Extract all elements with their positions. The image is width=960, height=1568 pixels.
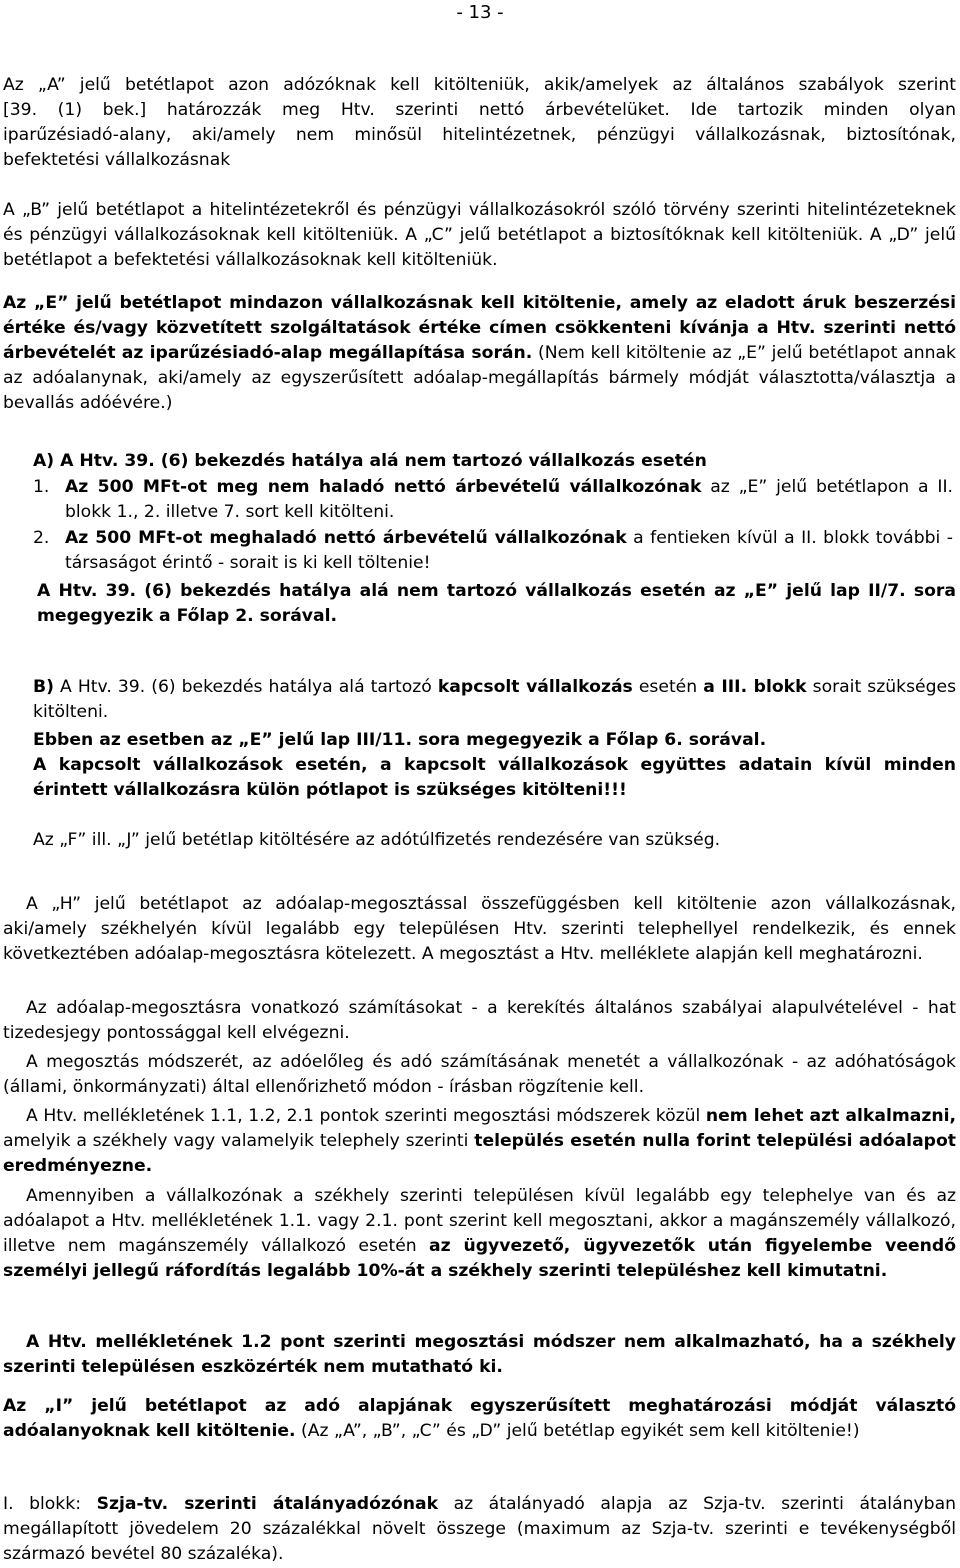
paragraph-e-note: (Nem kell kitöltenie az „E” jelű betétlapot annak az adóalanynak, aki/amely az egyszerűsített adóalap-megállapítás bármely módját választotta/választja a bevallás adóévére.) (3, 343, 956, 413)
section-b-text: B) A Htv. 39. (6) bekezdés hatálya alá tartozó kapcsolt vállalkozás esetén a III. blokk sorait szükséges kitölteni. (33, 677, 957, 722)
section-a-heading: A) A Htv. 39. (6) bekezdés hatálya alá nem tartozó vállalkozás esetén (33, 451, 707, 471)
paragraph-a-line4: befektetési vállalkozásnak (3, 150, 231, 170)
paragraph-calc: Az adóalap-megosztásra vonatkozó számításokat - a kerekítés általános szabályai alapulvételével - hat tizedesjegy pontossággal kell elvégezni. (3, 998, 956, 1043)
paragraph-i-bold: Az „I” jelű betétlapot az adó alapjának egyszerűsített meghatározási módját választó adóalanyoknak kell kitöltenie. (3, 1396, 956, 1441)
item-2-number: 2. (33, 528, 50, 548)
section-a-note: A Htv. 39. (6) bekezdés hatálya alá nem tartozó vállalkozás esetén az „E” jelű lap II/7. sora megegyezik a Főlap 2. sorával. (37, 581, 956, 626)
paragraph-annex: A Htv. mellékletének 1.1, 1.2, 2.1 pontok szerinti megosztási módszerek közül nem lehet azt alkalmazni, amelyik a székhely vagy valamelyik telephely szerinti település esetén nulla forint települési adóalapot eredményezne. (3, 1106, 957, 1176)
paragraph-f-j: Az „F” ill. „J” jelű betétlap kitöltésére az adótúlfizetés rendezésére van szükség. (33, 830, 721, 850)
paragraph-a-line1: Az „A” jelű betétlapot azon adózóknak kell kitölteniük, akik/amelyek az általános szabályok szerint (3, 75, 956, 95)
paragraph-i-note: (Az „A”, „B”, „C” és „D” jelű betétlap egyikét sem kell kitöltenie!) (301, 1421, 860, 1441)
item-1-number: 1. (33, 477, 50, 497)
paragraph-annex-12: A Htv. mellékletének 1.2 pont szerinti megosztási módszer nem alkalmazható, ha a székhely szerinti településen eszközérték nem mutatható ki. (3, 1332, 956, 1377)
item-1-text: az „E” jelű betétlapon a II. blokk 1., 2. illetve 7. sort kell kitölteni. (65, 477, 954, 522)
paragraph-block-1: I. blokk: Szja-tv. szerinti átalányadózónak az átalányadó alapja az Szja-tv. szerinti átalányban megállapított jövedelem 20 százalékkal növelt összege (maximum az Szja-tv. szerinti e tevékenységből származó bevétel 80 százaléka). (3, 1494, 956, 1564)
paragraph-method: A megosztás módszerét, az adóelőleg és adó számításának menetét a vállalkozónak - az adóhatóságok (állami, önkormányzati) által ellenőrizhető módon - írásban rögzítenie kell. (3, 1052, 956, 1097)
section-b-line3: Ebben az esetben az „E” jelű lap III/11. sora megegyezik a Főlap 6. sorával. (33, 730, 767, 750)
section-a-item-1 (33, 475, 954, 525)
paragraph-e-bold: Az „E” jelű betétlapot mindazon vállalkozásnak kell kitöltenie, amely az eladott áruk beszerzési értéke és/vagy közvetített szolgáltatások értéke címen csökkenteni kívánja a Htv. szerinti nettó árbevételét az iparűzésiadó-alap megállapítása során. (3, 293, 956, 363)
section-b-label: B) (33, 677, 54, 697)
section-b-line4: A kapcsolt vállalkozások esetén, a kapcsolt vállalkozások együttes adatain kívül minden érintett vállalkozásra külön pótlapot is szükséges kitölteni!!! (33, 755, 956, 800)
paragraph-e (3, 291, 956, 416)
paragraph-a-line2: [39. (1) bek.] határozzák meg Htv. szerinti nettó árbevételüket. Ide tartozik minden olyan (3, 100, 956, 120)
paragraph-outside-seat: Amennyiben a vállalkozónak a székhely szerinti településen kívül legalább egy telephelye van és az adóalapot a Htv. mellékletének 1.1. vagy 2.1. pont szerint kell megosztani, akkor a magánszemély vállalkozó, illetve nem magánszemély vállalkozó esetén az ügyvezető, ügyvezetők után figyelembe veendő személyi jellegű ráfordítás legalább 10%-át a székhely szerinti településhez kell kimutatni. (3, 1186, 957, 1281)
item-2-text: a fentieken kívül a II. blokk további - társaságot érintő - sorait is ki kell töltenie! (65, 528, 953, 573)
section-a-item-2 (33, 526, 953, 576)
paragraph-h: A „H” jelű betétlapot az adóalap-megosztással összefüggésben kell kitöltenie azon vállalkozásnak, aki/amely székhelyén kívül legalább egy településen Htv. szerinti telephellyel rendelkezik, és ennek következtében adóalap-megosztásra kötelezett. A megosztást a Htv. melléklete alapján kell meghatározni. (3, 894, 956, 964)
paragraph-a-line3: iparűzésiadó-alany, aki/amely nem minősül hitelintézetnek, pénzügyi vállalkozásnak, biztosítónak, (3, 125, 956, 145)
paragraph-bcd: A „B” jelű betétlapot a hitelintézetekről és pénzügyi vállalkozásokról szóló törvény szerinti hitelintézeteknek és pénzügyi vállalkozásoknak kell kitölteniük. A „C” jelű betétlapot a biztosítóknak kell kitölteniük. A „D” jelű betétlapot a befektetési vállalkozásoknak kell kitölteniük. (3, 200, 956, 270)
paragraph-i (3, 1394, 956, 1444)
item-1-bold: Az 500 MFt-ot meg nem haladó nettó árbevételű vállalkozónak (65, 477, 702, 497)
page-number: - 13 - (456, 2, 504, 23)
item-2-bold: Az 500 MFt-ot meghaladó nettó árbevételű vállalkozónak (65, 528, 627, 548)
